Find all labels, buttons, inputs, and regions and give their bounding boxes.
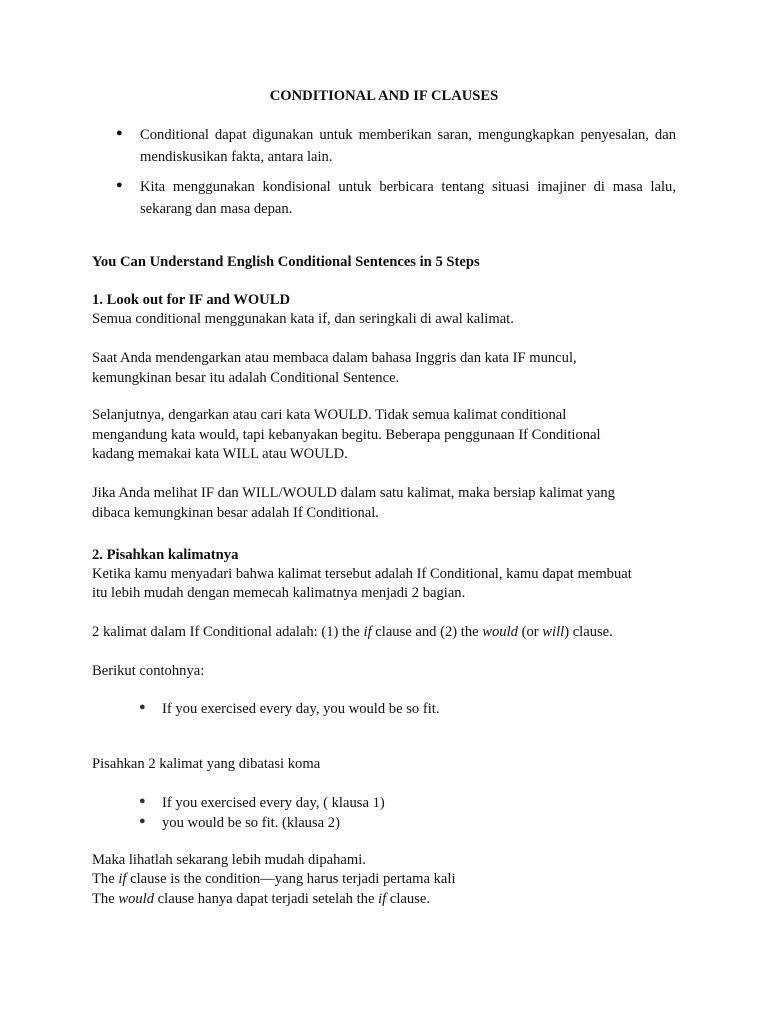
step1-paragraph: kadang memakai kata WILL atau WOULD. [92, 446, 348, 462]
intro-bullet-2: Kita menggunakan kondisional untuk berbicara tentang situasi imajiner di masa lalu, sekarang dan masa depan. [140, 179, 676, 217]
step2-clauses-sentence: 2 kalimat dalam If Conditional adalah: (1) the if clause and (2) the would (or will) clause. [92, 624, 613, 640]
bullet-icon: ● [116, 127, 123, 139]
step2-paragraph: Berikut contohnya: [92, 663, 205, 679]
bullet-icon: ● [139, 815, 146, 827]
step2-paragraph: Ketika kamu menyadari bahwa kalimat tersebut adalah If Conditional, kamu dapat membuat [92, 566, 632, 582]
step2-paragraph: itu lebih mudah dengan memecah kalimatnya menjadi 2 bagian. [92, 585, 466, 601]
step1-paragraph: kemungkinan besar itu adalah Conditional Sentence. [92, 370, 400, 386]
intro-bullet-1: Conditional dapat digunakan untuk memberikan saran, mengungkapkan penyesalan, dan mendiskusikan fakta, antara lain. [140, 127, 676, 165]
bullet-icon: ● [139, 795, 146, 807]
bullet-icon: ● [139, 701, 146, 713]
page-title: CONDITIONAL AND IF CLAUSES [269, 88, 499, 104]
step1-paragraph: dibaca kemungkinan besar adalah If Conditional. [92, 505, 379, 521]
step2-paragraph: Pisahkan 2 kalimat yang dibatasi koma [92, 756, 321, 772]
step1-paragraph: mengandung kata would, tapi kebanyakan begitu. Beberapa penggunaan If Conditional [92, 427, 601, 443]
step1-paragraph: Jika Anda melihat IF dan WILL/WOULD dalam satu kalimat, maka bersiap kalimat yang [92, 485, 615, 501]
step1-paragraph: Saat Anda mendengarkan atau membaca dalam bahasa Inggris dan kata IF muncul, [92, 350, 577, 366]
if-clause-sentence: The if clause is the condition—yang harus terjadi pertama kali [92, 871, 456, 887]
step2-paragraph: Maka lihatlah sekarang lebih mudah dipahami. [92, 852, 366, 868]
step1-paragraph: Semua conditional menggunakan kata if, dan seringkali di awal kalimat. [92, 311, 514, 327]
split-clause-2: you would be so fit. (klausa 2) [162, 815, 340, 831]
step2-heading: 2. Pisahkan kalimatnya [92, 547, 239, 563]
would-clause-sentence: The would clause hanya dapat terjadi setelah the if clause. [92, 891, 430, 907]
step1-heading: 1. Look out for IF and WOULD [92, 292, 290, 308]
example-sentence: If you exercised every day, you would be so fit. [162, 701, 440, 717]
bullet-icon: ● [116, 179, 123, 191]
section-subtitle: You Can Understand English Conditional Sentences in 5 Steps [92, 254, 480, 270]
split-clause-1: If you exercised every day, ( klausa 1) [162, 795, 385, 811]
step1-paragraph: Selanjutnya, dengarkan atau cari kata WOULD. Tidak semua kalimat conditional [92, 407, 567, 423]
